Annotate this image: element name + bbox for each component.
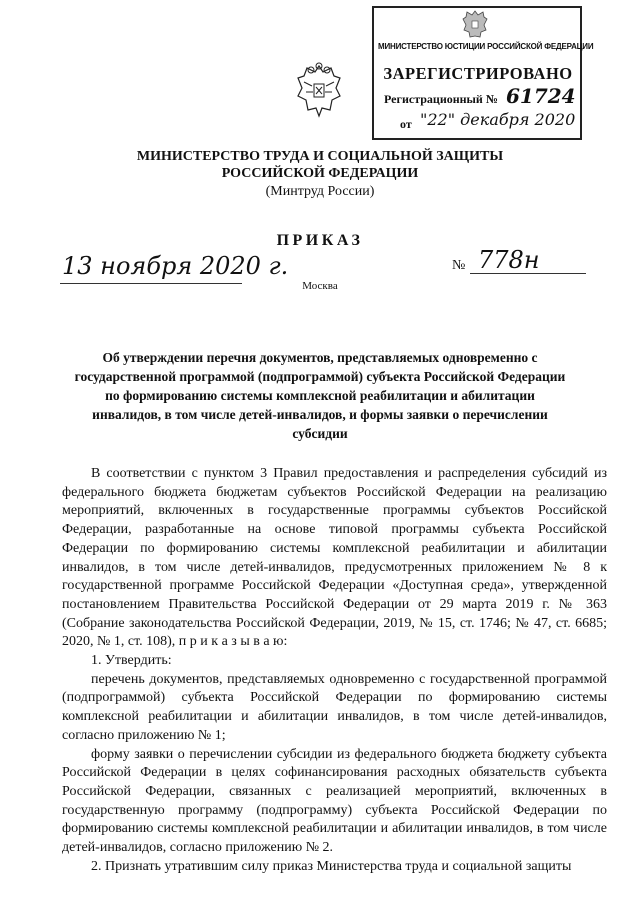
handwritten-date: 13 ноября 2020 г. xyxy=(62,252,289,280)
body-paragraph-2: 1. Утвердить: xyxy=(91,653,172,669)
document-type: ПРИКАЗ xyxy=(276,232,364,249)
number-underline xyxy=(470,273,586,274)
document-body xyxy=(62,465,607,876)
ministry-line-2: РОССИЙСКОЙ ФЕДЕРАЦИИ xyxy=(221,166,419,181)
coat-of-arms-emblem-icon xyxy=(296,62,342,120)
stamp-reg-number-label: Регистрационный № xyxy=(384,92,498,106)
stamp-registered-text: ЗАРЕГИСТРИРОВАНО xyxy=(383,64,573,83)
body-paragraph-3: перечень документов, представляемых одновременно с государственной программой (подпрограммой) субъекта Российской Федерации по формированию системы комплексной реабилитации и абилитации инвалидов, в том числе детей-инвалидов, согласно приложению № 1; xyxy=(62,671,607,743)
stamp-date-value: "22" декабря 2020 xyxy=(420,110,576,129)
stamp-reg-number: 61724 xyxy=(506,84,576,108)
stamp-date-label: от xyxy=(400,117,412,131)
body-paragraph-1: В соответствии с пунктом 3 Правил предоставления и распределения субсидий из федерального бюджета бюджетам субъектов Российской Федерации на реализацию мероприятий, включенных в государственные программы субъектов Российской Федерации, разработанные на основе типовой программы субъекта Российской Федерации по формированию системы комплексной реабилитации и абилитации инвалидов, в том числе детей-инвалидов, предусмотренных приложением № 8 к государственной программе Российской Федерации «Доступная среда», утвержденной постановлением Правительства Российской Федерации от 29 марта 2019 г. № 363 (Собрание законодательства Российской Федерации, 2019, № 15, ст. 1746; № 47, ст. 6685; 2020, № 1, ст. 108), п р и к а з ы в а ю: xyxy=(62,466,607,650)
stamp-emblem-icon xyxy=(462,8,488,40)
ministry-line-1: МИНИСТЕРСТВО ТРУДА И СОЦИАЛЬНОЙ ЗАЩИТЫ xyxy=(136,149,504,164)
ministry-name xyxy=(0,148,640,182)
stamp-ministry-text: МИНИСТЕРСТВО ЮСТИЦИИ РОССИЙСКОЙ ФЕДЕРАЦИИ xyxy=(378,42,594,51)
body-paragraph-4: форму заявки о перечислении субсидии из федерального бюджета бюджету субъекта Российской Федерации в целях софинансирования расходных обязательств субъекта Российской Федерации, связанных с реализацией мероприятий, включенных в государственную программу (подпрограмму) субъекта Российской Федерации по формированию системы комплексной реабилитации и абилитации инвалидов, в том числе детей-инвалидов, согласно приложению № 2. xyxy=(62,746,607,856)
city: Москва xyxy=(302,280,338,292)
body-paragraph-5: 2. Признать утратившим силу приказ Министерства труда и социальной защиты xyxy=(91,858,572,874)
document-title: Об утверждении перечня документов, представляемых одновременно с государственной программой (подпрограммой) субъекта Российской Федерации по формированию системы комплексной реабилитации и абилитации инвалидов, в том числе детей-инвалидов, и формы заявки о перечислении субсидии xyxy=(74,350,566,441)
ministry-short-name: (Минтруд России) xyxy=(265,184,375,199)
handwritten-number: 778н xyxy=(478,246,540,274)
number-label: № xyxy=(452,258,466,273)
